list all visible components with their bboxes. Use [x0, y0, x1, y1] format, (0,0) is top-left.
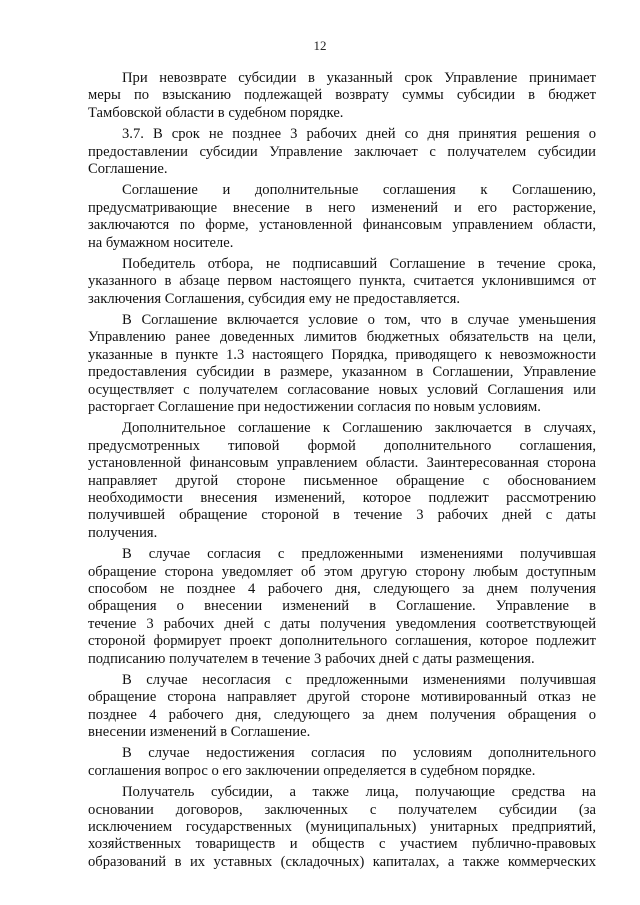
- paragraph: [88, 182, 596, 252]
- text-line: получения.: [88, 524, 158, 541]
- text-line: внесении изменений в Соглашение.: [88, 724, 311, 741]
- paragraph: [88, 420, 596, 542]
- text-line: При невозврате субсидии в указанный срок Управление принимает: [122, 70, 596, 86]
- text-line: 3.7. В срок не позднее 3 рабочих дней со дня принятия решения о: [122, 126, 596, 143]
- page-number: 12: [313, 38, 327, 53]
- text-line: обращение сторона уведомляет об этом другую сторону любым доступным: [88, 563, 596, 580]
- text-line: исключением государственных (муниципальных) унитарных предприятий,: [88, 819, 596, 836]
- text-line: течение 3 рабочих дней с даты получения уведомления соответствующей: [88, 615, 596, 632]
- text-line: указанные в пункте 1.3 настоящего Порядка, приводящего к невозможности: [88, 346, 596, 363]
- paragraph: [88, 672, 596, 742]
- text-line: В случае недостижения согласия по условиям дополнительного: [122, 745, 596, 762]
- text-line: соглашения вопрос о его заключении определяется в судебном порядке.: [88, 762, 536, 779]
- text-line: Соглашение.: [88, 160, 168, 177]
- text-line: подписанию получателем в течение 3 рабочих дней с даты размещения.: [88, 650, 535, 667]
- paragraph: [88, 126, 596, 178]
- text-line: Тамбовской области в судебном порядке.: [88, 104, 344, 121]
- text-line: предусматривающие внесение в него изменений и его расторжение,: [88, 199, 596, 216]
- text-line: меры по взысканию подлежащей возврату суммы субсидии в бюджет: [88, 87, 596, 104]
- text-line: получившей обращение стороной в течение 3 рабочих дней с даты: [88, 507, 596, 524]
- text-line: предоставления субсидии в размере, указанном в Соглашении, Управление: [88, 364, 596, 381]
- paragraph: [88, 546, 596, 668]
- paragraph: [88, 70, 596, 122]
- paragraph: [88, 784, 596, 871]
- text-line: предоставлении субсидии Управление заключает с получателем субсидии: [88, 143, 596, 160]
- text-line: установленной финансовым управлением области. Заинтересованная сторона: [88, 455, 596, 472]
- text-line: указанного в абзаце первом настоящего пункта, считается уклонившимся от: [88, 273, 596, 290]
- text-line: Получатель субсидии, а также лица, получающие средства на: [122, 784, 596, 801]
- text-line: заключаются по форме, установленной финансовым управлением области,: [88, 217, 596, 234]
- text-line: В случае несогласия с предложенными изменениями получившая: [122, 671, 596, 688]
- paragraph: [88, 312, 596, 416]
- text-line: Управлению ранее доведенных лимитов бюджетных обязательств на цели,: [88, 329, 596, 346]
- text-line: обращение сторона направляет другой стороне мотивированный отказ не: [88, 689, 596, 706]
- text-line: обращения о внесении изменений в Соглашение. Управление в: [88, 598, 596, 615]
- text-line: образований в их уставных (складочных) капиталах, а также коммерческих: [88, 853, 596, 870]
- paragraph: [88, 745, 596, 780]
- text-line: основании договоров, заключенных с получателем субсидии (за: [88, 801, 596, 818]
- paragraph: [88, 256, 596, 308]
- text-line: Дополнительное соглашение к Соглашению заключается в случаях,: [122, 420, 596, 437]
- text-line: позднее 4 рабочего дня, следующего за днем получения обращения о: [88, 706, 596, 723]
- text-line: Соглашение и дополнительные соглашения к Соглашению,: [122, 182, 596, 199]
- text-line: необходимости внесения изменений, которое подлежит рассмотрению: [88, 489, 596, 506]
- text-line: стороной формирует проект дополнительного соглашения, которое подлежит: [88, 633, 596, 650]
- text-line: Победитель отбора, не подписавший Соглашение в течение срока,: [122, 255, 596, 272]
- text-line: на бумажном носителе.: [88, 234, 234, 251]
- text-line: способом не позднее 4 рабочего дня, следующего за днем получения: [88, 580, 596, 597]
- text-line: В Соглашение включается условие о том, что в случае уменьшения: [122, 312, 596, 329]
- document-body: [88, 70, 596, 871]
- text-line: осуществляет с получателем согласование новых условий Соглашения или: [88, 381, 596, 398]
- text-line: заключения Соглашения, субсидия ему не предоставляется.: [88, 290, 460, 307]
- text-line: В случае согласия с предложенными изменениями получившая: [122, 546, 596, 563]
- text-line: предусмотренных типовой формой дополнительного соглашения,: [88, 437, 596, 454]
- text-line: расторгает Соглашение при недостижении согласия по новым условиям.: [88, 399, 541, 416]
- text-line: направляет другой стороне письменное обращение с обоснованием: [88, 472, 596, 489]
- text-line: хозяйственных товариществ и обществ с участием публично-правовых: [88, 836, 596, 853]
